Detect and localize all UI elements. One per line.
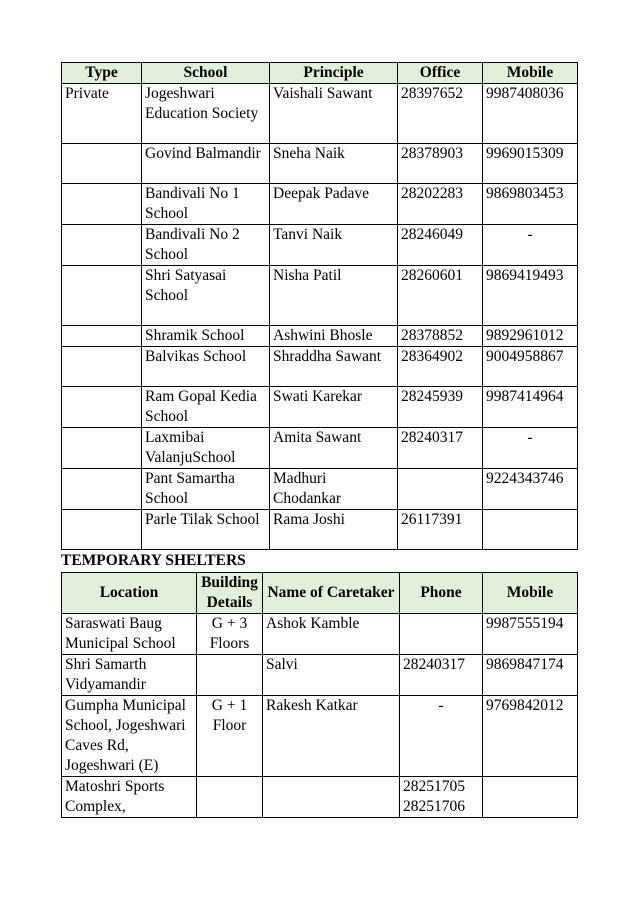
cell-principal: Vaishali Sawant — [270, 84, 398, 144]
table-row — [62, 347, 578, 387]
cell-office: 28397652 — [398, 84, 483, 144]
cell-caretaker: Rakesh Katkar — [263, 696, 400, 777]
cell-principal: Ashwini Bhosle — [270, 326, 398, 347]
schools-header-row — [62, 63, 578, 84]
cell-office: 28378903 — [398, 144, 483, 184]
shelters-table — [61, 572, 578, 818]
cell-school: Pant Samartha School — [142, 469, 270, 510]
cell-office: 26117391 — [398, 510, 483, 550]
cell-caretaker: Ashok Kamble — [263, 614, 400, 655]
header-mobile: Mobile — [483, 63, 578, 84]
cell-phone — [400, 614, 483, 655]
cell-school: Shramik School — [142, 326, 270, 347]
cell-type: Private — [62, 84, 142, 144]
cell-type — [62, 144, 142, 184]
cell-mobile — [483, 777, 578, 818]
cell-location: Gumpha Municipal School, Jogeshwari Caves Rd, Jogeshwari (E) — [62, 696, 197, 777]
cell-principal: Rama Joshi — [270, 510, 398, 550]
cell-type — [62, 469, 142, 510]
header-building-details: Building Details — [197, 573, 263, 614]
table-row — [62, 614, 578, 655]
cell-principal: Madhuri Chodankar — [270, 469, 398, 510]
cell-mobile: 9969015309 — [483, 144, 578, 184]
table-row — [62, 184, 578, 225]
cell-building: G + 3 Floors — [197, 614, 263, 655]
cell-office: 28240317 — [398, 428, 483, 469]
cell-type — [62, 428, 142, 469]
cell-location: Shri Samarth Vidyamandir — [62, 655, 197, 696]
header-location: Location — [62, 573, 197, 614]
cell-type — [62, 225, 142, 266]
cell-mobile: - — [483, 428, 578, 469]
cell-office: 28245939 — [398, 387, 483, 428]
cell-mobile: 9004958867 — [483, 347, 578, 387]
cell-mobile: 9987408036 — [483, 84, 578, 144]
cell-phone: 28240317 — [400, 655, 483, 696]
cell-phone: 28251705 28251706 — [400, 777, 483, 818]
cell-office: 28202283 — [398, 184, 483, 225]
cell-school: Ram Gopal Kedia School — [142, 387, 270, 428]
cell-type — [62, 387, 142, 428]
cell-location: Matoshri Sports Complex, — [62, 777, 197, 818]
cell-school: Shri Satyasai School — [142, 266, 270, 326]
table-row — [62, 696, 578, 777]
cell-type — [62, 266, 142, 326]
cell-office: 28364902 — [398, 347, 483, 387]
table-row — [62, 469, 578, 510]
table-row — [62, 144, 578, 184]
cell-principal: Sneha Naik — [270, 144, 398, 184]
table-row — [62, 777, 578, 818]
cell-mobile: 9869419493 — [483, 266, 578, 326]
cell-mobile: 9987555194 — [483, 614, 578, 655]
cell-mobile: 9224343746 — [483, 469, 578, 510]
cell-mobile: 9769842012 — [483, 696, 578, 777]
header-mobile: Mobile — [483, 573, 578, 614]
cell-principal: Swati Karekar — [270, 387, 398, 428]
temporary-shelters-heading: TEMPORARY SHELTERS — [61, 552, 246, 569]
cell-mobile: 9892961012 — [483, 326, 578, 347]
table-row — [62, 326, 578, 347]
cell-type — [62, 326, 142, 347]
cell-office: 28378852 — [398, 326, 483, 347]
cell-school: Govind Balmandir — [142, 144, 270, 184]
header-caretaker: Name of Caretaker — [263, 573, 400, 614]
cell-location: Saraswati Baug Municipal School — [62, 614, 197, 655]
cell-mobile: - — [483, 225, 578, 266]
cell-school: Bandivali No 2 School — [142, 225, 270, 266]
cell-caretaker: Salvi — [263, 655, 400, 696]
table-row — [62, 84, 578, 144]
cell-office — [398, 469, 483, 510]
cell-school: Balvikas School — [142, 347, 270, 387]
cell-mobile — [483, 510, 578, 550]
cell-type — [62, 510, 142, 550]
schools-table — [61, 62, 578, 550]
table-row — [62, 266, 578, 326]
table-row — [62, 655, 578, 696]
header-school: School — [142, 63, 270, 84]
table-row — [62, 225, 578, 266]
cell-principal: Deepak Padave — [270, 184, 398, 225]
cell-mobile: 9869847174 — [483, 655, 578, 696]
cell-school: Parle Tilak School — [142, 510, 270, 550]
header-principle: Principle — [270, 63, 398, 84]
cell-office: 28246049 — [398, 225, 483, 266]
cell-mobile: 9869803453 — [483, 184, 578, 225]
cell-type — [62, 184, 142, 225]
header-office: Office — [398, 63, 483, 84]
cell-school: Bandivali No 1 School — [142, 184, 270, 225]
cell-building — [197, 777, 263, 818]
header-phone: Phone — [400, 573, 483, 614]
cell-phone: - — [400, 696, 483, 777]
cell-mobile: 9987414964 — [483, 387, 578, 428]
cell-principal: Amita Sawant — [270, 428, 398, 469]
cell-office: 28260601 — [398, 266, 483, 326]
shelters-header-row — [62, 573, 578, 614]
cell-caretaker — [263, 777, 400, 818]
table-row — [62, 387, 578, 428]
cell-school: Laxmibai ValanjuSchool — [142, 428, 270, 469]
cell-principal: Shraddha Sawant — [270, 347, 398, 387]
cell-principal: Nisha Patil — [270, 266, 398, 326]
table-row — [62, 510, 578, 550]
table-row — [62, 428, 578, 469]
cell-school: Jogeshwari Education Society — [142, 84, 270, 144]
cell-building — [197, 655, 263, 696]
header-type: Type — [62, 63, 142, 84]
cell-building: G + 1 Floor — [197, 696, 263, 777]
cell-principal: Tanvi Naik — [270, 225, 398, 266]
cell-type — [62, 347, 142, 387]
